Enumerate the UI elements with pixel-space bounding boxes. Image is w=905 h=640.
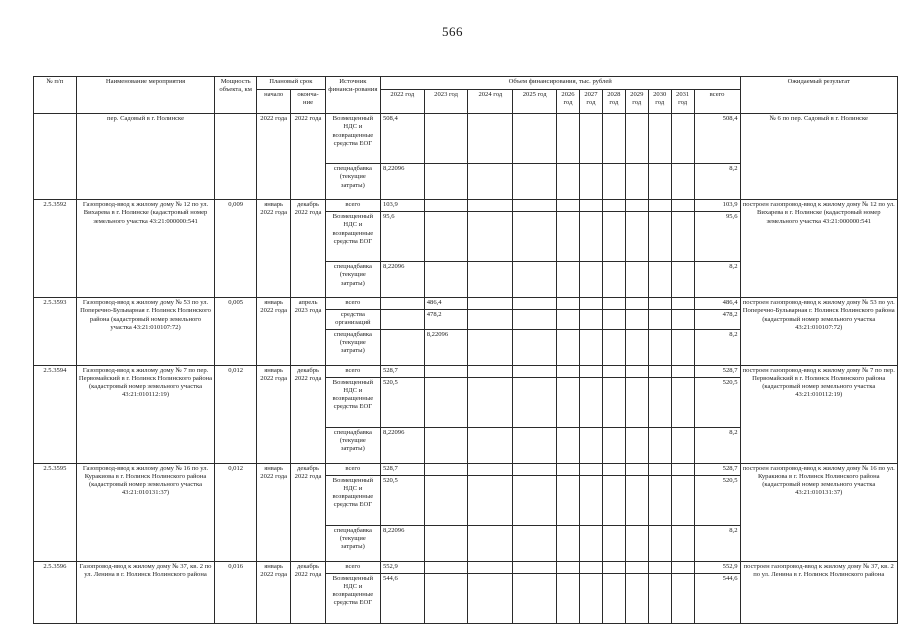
year-value xyxy=(648,573,671,623)
year-value xyxy=(648,200,671,212)
year-value xyxy=(579,310,602,330)
item-number: 2.5.3596 xyxy=(34,561,77,623)
year-value xyxy=(380,329,424,365)
header-year: 2024 год xyxy=(468,90,513,114)
year-value xyxy=(579,164,602,200)
funding-source: Возмещенный НДС и возвращенные средства ЕОГ xyxy=(325,114,380,164)
year-value: 8,22096 xyxy=(380,427,424,463)
funding-source: всего xyxy=(325,200,380,212)
year-value xyxy=(513,427,557,463)
year-value xyxy=(557,310,580,330)
funding-source: Возмещенный НДС и возвращенные средства ЕОГ xyxy=(325,212,380,262)
year-value xyxy=(513,212,557,262)
year-value xyxy=(468,200,513,212)
year-value xyxy=(602,525,625,561)
expected-result: построен газопровод-ввод к жилому дому № 16 по ул. Куракиова в г. Нолинск Нолинского района (кадастровый номер земельного участка 43:21:010131:37) xyxy=(740,463,898,561)
year-value: 8,22096 xyxy=(380,164,424,200)
year-value xyxy=(671,427,694,463)
year-value xyxy=(625,298,648,310)
year-value xyxy=(468,573,513,623)
year-value: 95,6 xyxy=(380,212,424,262)
year-value xyxy=(468,164,513,200)
year-value xyxy=(625,114,648,164)
year-value xyxy=(513,200,557,212)
year-value xyxy=(648,310,671,330)
year-value xyxy=(671,365,694,377)
year-value xyxy=(579,475,602,525)
year-value xyxy=(468,365,513,377)
total-value: 520,5 xyxy=(694,475,740,525)
year-value xyxy=(579,200,602,212)
table-row xyxy=(34,463,898,475)
header-result: Ожидаемый результат xyxy=(740,77,898,114)
year-value xyxy=(468,329,513,365)
year-value xyxy=(625,164,648,200)
expected-result: построен газопровод-ввод к жилому дому № 53 по ул. Поперечно-Бульварная г. Нолинск Нолинского района (кадастровый номер земельного участка 43:21:010107:72) xyxy=(740,298,898,366)
header-year: 2031 год xyxy=(671,90,694,114)
year-value xyxy=(648,262,671,298)
year-value xyxy=(557,475,580,525)
year-value xyxy=(468,114,513,164)
header-name: Наименование мероприятия xyxy=(76,77,215,114)
item-name: Газопровод-ввод к жилому дому № 7 по пер. Первомайский в г. Нолинск Нолинского района (кадастровый номер земельного участка 43:21:010112:19) xyxy=(76,365,215,463)
item-name: Газопровод-ввод к жилому дому № 16 по ул. Куракиова в г. Нолинск Нолинского района (кадастровый номер земельного участка 43:21:010131:37) xyxy=(76,463,215,561)
year-value xyxy=(557,427,580,463)
item-name: Газопровод-ввод к жилому дому № 12 по ул. Вихарева в г. Нолинске (кадастровый номер земельного участка 43:21:000000:541 xyxy=(76,200,215,298)
total-value: 544,6 xyxy=(694,573,740,623)
total-value: 8,2 xyxy=(694,329,740,365)
item-name: Газопровод-ввод к жилому дому № 37, кв. 2 по ул. Ленина в г. Нолинск Нолинского района xyxy=(76,561,215,623)
header-year: 2028 год xyxy=(602,90,625,114)
year-value: 552,9 xyxy=(380,561,424,573)
year-value xyxy=(579,298,602,310)
year-value xyxy=(671,573,694,623)
year-value: 103,9 xyxy=(380,200,424,212)
year-value xyxy=(671,310,694,330)
year-value xyxy=(468,561,513,573)
year-value xyxy=(671,561,694,573)
header-capacity: Мощность объекта, км xyxy=(215,77,257,114)
year-value xyxy=(602,573,625,623)
item-name: пер. Садовый в г. Нолинске xyxy=(76,114,215,200)
header-year: 2027 год xyxy=(579,90,602,114)
year-value xyxy=(602,475,625,525)
year-value xyxy=(557,561,580,573)
year-value xyxy=(602,212,625,262)
year-value xyxy=(602,561,625,573)
year-value xyxy=(625,463,648,475)
year-value xyxy=(671,525,694,561)
item-start: 2022 года xyxy=(256,114,290,200)
funding-source: Возмещенный НДС и возвращенные средства ЕОГ xyxy=(325,573,380,623)
year-value xyxy=(513,573,557,623)
year-value xyxy=(602,365,625,377)
year-value xyxy=(625,525,648,561)
year-value: 8,22096 xyxy=(380,262,424,298)
year-value xyxy=(579,463,602,475)
year-value xyxy=(557,298,580,310)
item-number: 2.5.3592 xyxy=(34,200,77,298)
expected-result: построен газопровод-ввод к жилому дому № 37, кв. 2 по ул. Ленина в г. Нолинск Нолинского района xyxy=(740,561,898,623)
year-value xyxy=(424,561,468,573)
year-value xyxy=(625,310,648,330)
year-value xyxy=(625,561,648,573)
year-value xyxy=(424,573,468,623)
year-value xyxy=(557,114,580,164)
year-value xyxy=(579,525,602,561)
total-value: 508,4 xyxy=(694,114,740,164)
year-value xyxy=(648,114,671,164)
total-value: 8,2 xyxy=(694,525,740,561)
year-value xyxy=(579,212,602,262)
year-value xyxy=(468,475,513,525)
year-value xyxy=(424,114,468,164)
year-value xyxy=(380,310,424,330)
funding-source: спецнадбавка (текущие затраты) xyxy=(325,329,380,365)
year-value xyxy=(671,475,694,525)
year-value xyxy=(557,212,580,262)
header-volume: Объем финансирования, тыс. рублей xyxy=(380,77,740,90)
year-value xyxy=(557,365,580,377)
item-start: январь 2022 года xyxy=(256,200,290,298)
year-value xyxy=(671,212,694,262)
expected-result: построен газопровод-ввод к жилому дому № 12 по ул. Вихарева в г. Нолинске (кадастровый номер земельного участка 43:21:000000:541 xyxy=(740,200,898,298)
item-capacity: 0,005 xyxy=(215,298,257,366)
funding-source: всего xyxy=(325,298,380,310)
funding-source: спецнадбавка (текущие затраты) xyxy=(325,427,380,463)
year-value xyxy=(424,262,468,298)
year-value xyxy=(648,561,671,573)
table-body xyxy=(34,114,898,624)
year-value: 478,2 xyxy=(424,310,468,330)
total-value: 528,7 xyxy=(694,463,740,475)
year-value xyxy=(602,164,625,200)
item-end: декабрь 2022 года xyxy=(291,463,325,561)
header-plan-term: Плановый срок xyxy=(256,77,325,90)
item-name: Газопровод-ввод к жилому дому № 53 по ул. Поперечно-Бульварная г. Нолинск Нолинского района (кадастровый номер земельного участка 43:21:010107:72) xyxy=(76,298,215,366)
year-value xyxy=(513,310,557,330)
year-value xyxy=(513,561,557,573)
year-value: 8,22096 xyxy=(424,329,468,365)
year-value xyxy=(424,164,468,200)
year-value xyxy=(602,463,625,475)
expected-result: построен газопровод-ввод к жилому дому № 7 по пер. Первомайский в г. Нолинск Нолинского района (кадастровый номер земельного участка 43:21:010112:19) xyxy=(740,365,898,463)
year-value xyxy=(648,525,671,561)
item-end: апрель 2023 года xyxy=(291,298,325,366)
year-value xyxy=(557,262,580,298)
year-value xyxy=(648,164,671,200)
funding-source: Возмещенный НДС и возвращенные средства ЕОГ xyxy=(325,475,380,525)
year-value xyxy=(579,573,602,623)
year-value xyxy=(468,525,513,561)
year-value xyxy=(579,427,602,463)
expected-result: № 6 по пер. Садовый в г. Нолинске xyxy=(740,114,898,200)
header-year: 2030 год xyxy=(648,90,671,114)
year-value xyxy=(513,365,557,377)
table-header xyxy=(34,77,898,114)
year-value xyxy=(648,365,671,377)
year-value xyxy=(671,200,694,212)
item-number: 2.5.3594 xyxy=(34,365,77,463)
item-number: 2.5.3595 xyxy=(34,463,77,561)
total-value: 8,2 xyxy=(694,262,740,298)
item-end: 2022 года xyxy=(291,114,325,200)
total-value: 520,5 xyxy=(694,377,740,427)
year-value xyxy=(579,377,602,427)
funding-source: спецнадбавка (текущие затраты) xyxy=(325,164,380,200)
year-value xyxy=(579,365,602,377)
year-value xyxy=(424,365,468,377)
item-capacity: 0,012 xyxy=(215,463,257,561)
year-value xyxy=(557,573,580,623)
item-end: декабрь 2022 года xyxy=(291,365,325,463)
year-value xyxy=(468,427,513,463)
year-value xyxy=(671,114,694,164)
total-value: 8,2 xyxy=(694,427,740,463)
year-value: 520,5 xyxy=(380,377,424,427)
year-value xyxy=(602,329,625,365)
item-capacity: 0,016 xyxy=(215,561,257,623)
total-value: 528,7 xyxy=(694,365,740,377)
year-value xyxy=(602,114,625,164)
total-value: 552,9 xyxy=(694,561,740,573)
year-value xyxy=(424,377,468,427)
year-value xyxy=(468,377,513,427)
year-value xyxy=(602,262,625,298)
year-value xyxy=(625,427,648,463)
page-number: 566 xyxy=(442,24,463,39)
year-value xyxy=(648,427,671,463)
year-value xyxy=(671,377,694,427)
header-num: № п/п xyxy=(34,77,77,114)
year-value xyxy=(671,262,694,298)
year-value xyxy=(648,212,671,262)
header-year: 2025 год xyxy=(513,90,557,114)
item-start: январь 2022 года xyxy=(256,365,290,463)
year-value xyxy=(671,298,694,310)
year-value xyxy=(424,212,468,262)
year-value xyxy=(513,525,557,561)
year-value xyxy=(602,200,625,212)
item-end: декабрь 2022 года xyxy=(291,561,325,623)
year-value xyxy=(625,573,648,623)
item-number xyxy=(34,114,77,200)
funding-source: спецнадбавка (текущие затраты) xyxy=(325,262,380,298)
funding-source: средства организаций xyxy=(325,310,380,330)
header-end: оконча-ние xyxy=(291,90,325,114)
year-value: 544,6 xyxy=(380,573,424,623)
total-value: 478,2 xyxy=(694,310,740,330)
table-row xyxy=(34,561,898,573)
year-value: 520,5 xyxy=(380,475,424,525)
total-value: 8,2 xyxy=(694,164,740,200)
year-value xyxy=(513,164,557,200)
item-capacity: 0,009 xyxy=(215,200,257,298)
table-row xyxy=(34,298,898,310)
year-value xyxy=(513,114,557,164)
year-value xyxy=(648,377,671,427)
year-value xyxy=(579,114,602,164)
year-value xyxy=(579,329,602,365)
year-value xyxy=(468,262,513,298)
year-value xyxy=(468,212,513,262)
item-start: январь 2022 года xyxy=(256,298,290,366)
item-end: декабрь 2022 года xyxy=(291,200,325,298)
year-value xyxy=(513,329,557,365)
funding-source: всего xyxy=(325,561,380,573)
year-value xyxy=(671,164,694,200)
funding-source: Возмещенный НДС и возвращенные средства ЕОГ xyxy=(325,377,380,427)
year-value xyxy=(513,262,557,298)
funding-source: всего xyxy=(325,463,380,475)
year-value: 508,4 xyxy=(380,114,424,164)
year-value xyxy=(602,310,625,330)
year-value xyxy=(648,475,671,525)
year-value xyxy=(557,200,580,212)
funding-source: всего xyxy=(325,365,380,377)
year-value xyxy=(513,377,557,427)
table-row xyxy=(34,114,898,164)
year-value xyxy=(424,427,468,463)
year-value xyxy=(625,377,648,427)
year-value xyxy=(513,298,557,310)
header-year: 2022 год xyxy=(380,90,424,114)
total-value: 486,4 xyxy=(694,298,740,310)
year-value xyxy=(468,310,513,330)
table-row xyxy=(34,200,898,212)
year-value xyxy=(671,463,694,475)
year-value: 8,22096 xyxy=(380,525,424,561)
item-capacity xyxy=(215,114,257,200)
year-value xyxy=(557,164,580,200)
year-value xyxy=(648,329,671,365)
header-year: 2026 год xyxy=(557,90,580,114)
year-value: 528,7 xyxy=(380,365,424,377)
year-value xyxy=(648,298,671,310)
header-year: 2023 год xyxy=(424,90,468,114)
year-value xyxy=(602,377,625,427)
total-value: 95,6 xyxy=(694,212,740,262)
table-row xyxy=(34,365,898,377)
item-start: январь 2022 года xyxy=(256,561,290,623)
year-value: 528,7 xyxy=(380,463,424,475)
header-year: 2029 год xyxy=(625,90,648,114)
item-start: январь 2022 года xyxy=(256,463,290,561)
year-value xyxy=(671,329,694,365)
year-value xyxy=(579,561,602,573)
year-value xyxy=(424,475,468,525)
year-value xyxy=(602,427,625,463)
item-capacity: 0,012 xyxy=(215,365,257,463)
year-value xyxy=(424,200,468,212)
year-value xyxy=(513,475,557,525)
year-value xyxy=(625,365,648,377)
year-value xyxy=(625,475,648,525)
financing-table xyxy=(33,76,898,624)
funding-source: спецнадбавка (текущие затраты) xyxy=(325,525,380,561)
year-value xyxy=(468,463,513,475)
year-value xyxy=(648,463,671,475)
year-value xyxy=(625,200,648,212)
year-value xyxy=(557,377,580,427)
year-value xyxy=(557,525,580,561)
year-value xyxy=(557,329,580,365)
year-value xyxy=(625,212,648,262)
year-value xyxy=(468,298,513,310)
year-value xyxy=(579,262,602,298)
year-value xyxy=(625,329,648,365)
year-value xyxy=(602,298,625,310)
year-value xyxy=(513,463,557,475)
year-value xyxy=(424,463,468,475)
year-value xyxy=(625,262,648,298)
year-value xyxy=(380,298,424,310)
header-total: всего xyxy=(694,90,740,114)
item-number: 2.5.3593 xyxy=(34,298,77,366)
header-source: Источник финанси-рования xyxy=(325,77,380,114)
year-value xyxy=(424,525,468,561)
year-value xyxy=(557,463,580,475)
header-start: начало xyxy=(256,90,290,114)
year-value: 486,4 xyxy=(424,298,468,310)
total-value: 103,9 xyxy=(694,200,740,212)
